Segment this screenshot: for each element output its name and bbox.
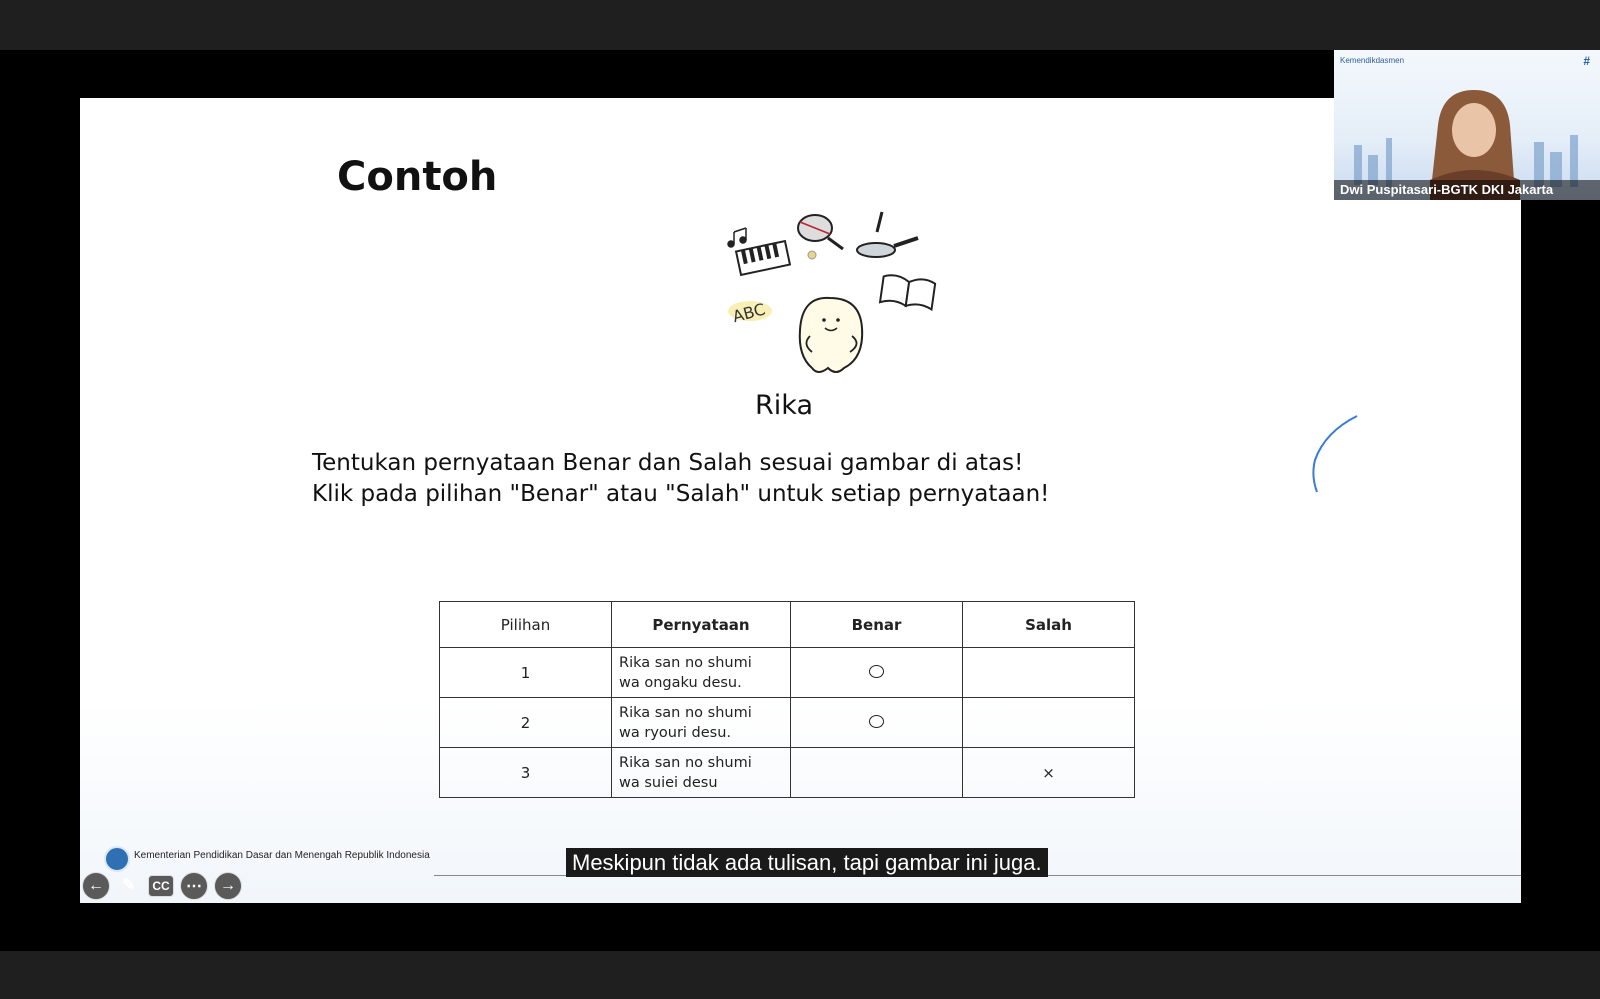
row-statement: [612, 698, 791, 748]
racket-icon: [798, 215, 843, 259]
character-icon: [800, 298, 862, 372]
salah-cell[interactable]: [963, 698, 1135, 748]
participant-name-label: Dwi Puspitasari-BGTK DKI Jakarta: [1334, 180, 1600, 200]
table-row: [440, 748, 1135, 798]
frying-pan-icon: [857, 212, 918, 257]
table-header-row: [440, 602, 1135, 648]
instruction-line-2: Klik pada pilihan "Benar" atau "Salah" untuk setiap pernyataan!: [312, 481, 1050, 507]
abc-text: ABC: [730, 299, 768, 327]
webcam-hashtag: #: [1583, 54, 1590, 68]
salah-cell[interactable]: [963, 648, 1135, 698]
pen-annotation-stroke: [1305, 410, 1365, 500]
row-statement: [612, 748, 791, 798]
presentation-slide: [80, 98, 1521, 903]
cc-icon[interactable]: CC: [148, 875, 174, 897]
statement-line: Rika san no shumi: [619, 654, 752, 671]
header-pilihan: Pilihan: [440, 602, 612, 648]
character-name-label: Rika: [755, 390, 813, 421]
caption-subtitle: Meskipun tidak ada tulisan, tapi gambar ini juga.: [566, 848, 1048, 877]
meeting-bottom-bar: [0, 951, 1600, 999]
header-benar: Benar: [791, 602, 963, 648]
true-false-table: [439, 601, 1135, 798]
salah-cell[interactable]: ×: [963, 748, 1135, 798]
keyboard-icon: [736, 241, 790, 275]
circle-mark-icon: [869, 665, 884, 678]
benar-cell[interactable]: [791, 748, 963, 798]
slide-controls: [82, 872, 242, 902]
statement-line: wa ongaku desu.: [619, 674, 742, 691]
row-number: 1: [440, 648, 612, 698]
header-salah: Salah: [963, 602, 1135, 648]
statement-line: Rika san no shumi: [619, 704, 752, 721]
statement-line: wa suiei desu: [619, 774, 718, 791]
row-statement: [612, 648, 791, 698]
table-row: [440, 648, 1135, 698]
forward-arrow-icon[interactable]: →: [214, 872, 242, 900]
instruction-line-1: Tentukan pernyataan Benar dan Salah sesuai gambar di atas!: [312, 450, 1024, 476]
footer-ministry-text: Kementerian Pendidikan Dasar dan Menengah Republik Indonesia: [134, 850, 430, 861]
ministry-logo: [104, 846, 130, 872]
statement-line: Rika san no shumi: [619, 754, 752, 771]
benar-cell[interactable]: [791, 648, 963, 698]
pen-icon[interactable]: ✎: [122, 877, 136, 894]
webcam-scene: [1334, 50, 1600, 200]
header-pernyataan: Pernyataan: [612, 602, 791, 648]
presenter-webcam: [1334, 50, 1600, 200]
instructions: [312, 448, 1049, 510]
book-icon: [880, 274, 935, 310]
statement-line: wa ryouri desu.: [619, 724, 732, 741]
table-row: [440, 698, 1135, 748]
slide-title: Contoh: [337, 154, 498, 200]
benar-cell[interactable]: [791, 698, 963, 748]
back-arrow-icon[interactable]: ←: [82, 872, 110, 900]
meeting-top-bar: [0, 0, 1600, 50]
row-number: 3: [440, 748, 612, 798]
circle-mark-icon: [869, 715, 884, 728]
webcam-brand: Kemendikdasmen: [1340, 56, 1405, 65]
music-notes-icon: [728, 228, 746, 247]
more-icon[interactable]: ⋯: [180, 872, 208, 900]
row-number: 2: [440, 698, 612, 748]
